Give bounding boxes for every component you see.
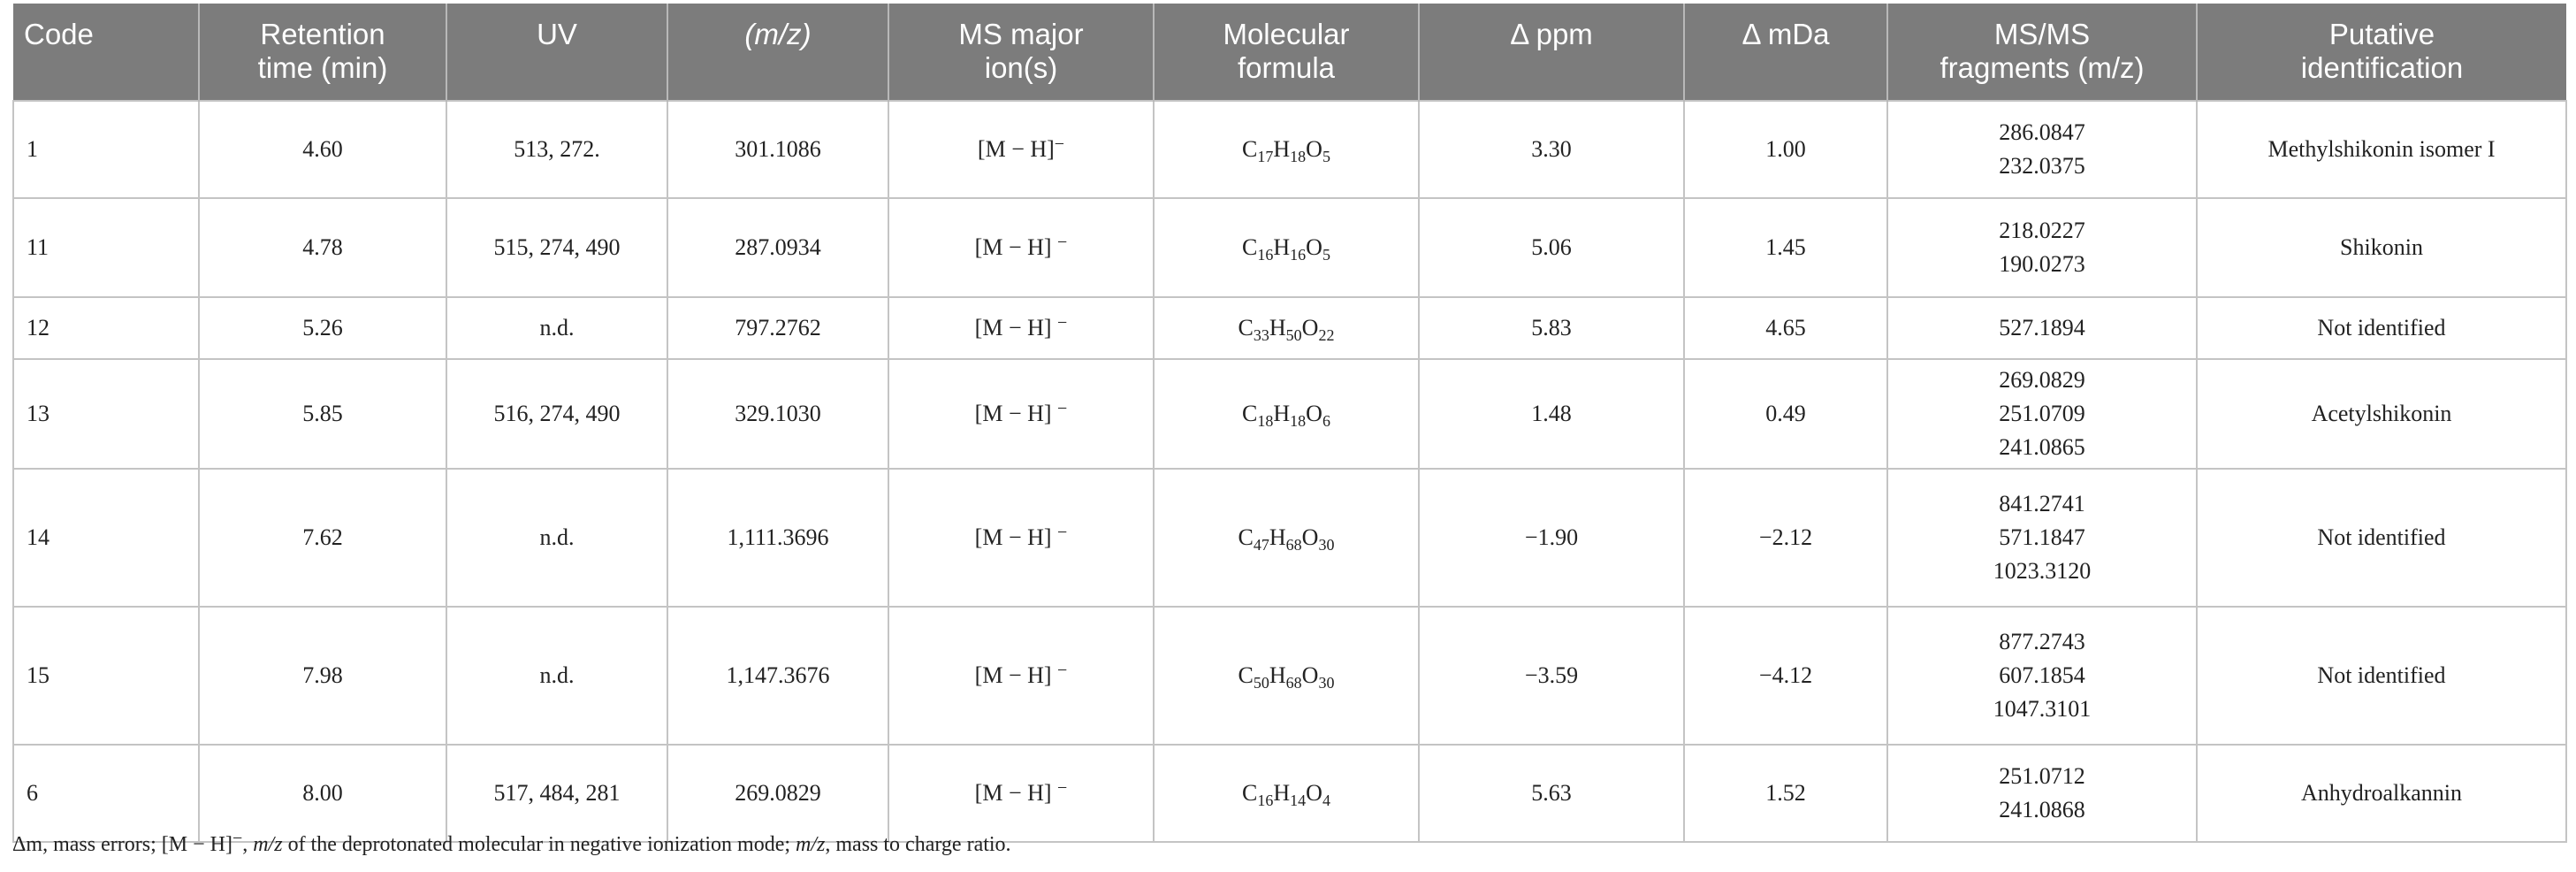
cell-code-text: 11 [27,234,50,260]
cell-delta-ppm [1419,297,1684,359]
header-label [1510,18,1593,51]
header-label [1223,18,1349,85]
header-line1: (m/z) [744,18,812,50]
cell-putative-identification [2197,101,2566,198]
table-row [13,745,2566,842]
formula-count: 68 [1285,674,1302,692]
cell-retention-time [199,101,446,198]
cell-uv [446,607,667,745]
cell-uv [446,359,667,469]
fragment-value: 269.0829 [1999,367,2085,393]
formula-element: H [1269,662,1286,688]
cell-delta-mda [1684,607,1887,745]
formula-element: H [1269,524,1286,550]
formula-element: O [1306,136,1322,162]
cell-putative-identification-text: Not identified [2317,524,2446,550]
ion-text: [M − H] [974,315,1058,340]
cell-msms-fragments [1887,607,2197,745]
cell-uv [446,101,667,198]
ion-charge: − [1057,313,1068,333]
header-msms-fragments [1887,4,2197,101]
fragment-value: 232.0375 [1999,153,2085,179]
cell-ms-major-ions [888,469,1154,607]
cell-code-text: 15 [27,662,50,688]
table-footnote [12,829,1011,857]
cell-mz-text: 1,147.3676 [726,662,830,688]
formula-count: 6 [1322,412,1330,430]
cell-putative-identification [2197,745,2566,842]
cell-mz [667,359,888,469]
formula-element: O [1306,780,1322,806]
ion-text: [M − H] [974,780,1058,806]
cell-molecular-formula [1154,469,1419,607]
table-row [13,359,2566,469]
formula-count: 47 [1253,536,1269,554]
cell-msms-fragments [1887,101,2197,198]
formula-count: 18 [1290,412,1307,430]
cell-ms-major-ions [888,607,1154,745]
table-row [13,297,2566,359]
cell-delta-mda-text: 1.45 [1765,234,1806,260]
cell-code [13,607,199,745]
formula-element: O [1306,401,1322,426]
cell-uv-text: n.d. [539,524,575,550]
table-body [13,101,2566,842]
cell-uv-text: 516, 274, 490 [493,401,621,426]
header-line1: Putative [2328,18,2435,50]
table-row [13,469,2566,607]
cell-delta-ppm-text: −1.90 [1524,524,1579,550]
ion-charge: − [1057,661,1068,680]
formula-count: 17 [1257,148,1274,165]
ion-text: [M − H] [974,234,1058,260]
header-line1: Molecular [1223,18,1350,50]
ion-text: [M − H] [974,524,1058,550]
formula-element: C [1242,234,1258,260]
formula-count: 18 [1257,412,1274,430]
fragment-value: 286.0847 [1999,119,2085,145]
ion-text: [M − H] [974,401,1058,426]
header-label [1940,18,2144,85]
data-table-container [12,4,2565,843]
header-label [744,18,811,51]
cell-mz-text: 287.0934 [735,234,821,260]
table-row [13,607,2566,745]
header-delta-mda [1684,4,1887,101]
cell-mz-text: 301.1086 [735,136,821,162]
cell-retention-time-text: 8.00 [302,780,343,806]
formula-count: 30 [1318,536,1335,554]
fragment-value: 241.0868 [1999,797,2085,822]
header-label [258,18,388,85]
formula-count: 33 [1253,326,1269,344]
formula-element: C [1238,524,1254,550]
cell-delta-mda-text: 0.49 [1765,401,1806,426]
formula-element: O [1301,662,1319,688]
cell-putative-identification-text: Anhydroalkannin [2301,780,2462,806]
header-label [537,18,577,51]
cell-putative-identification [2197,607,2566,745]
cell-code-text: 13 [27,401,50,426]
formula-element: O [1301,315,1319,340]
cell-mz [667,745,888,842]
cell-retention-time-text: 4.78 [302,234,343,260]
cell-delta-ppm [1419,101,1684,198]
cell-delta-mda [1684,297,1887,359]
cell-retention-time-text: 7.62 [302,524,343,550]
cell-retention-time-text: 5.85 [302,401,343,426]
header-line2: time (min) [257,51,388,84]
cell-delta-mda [1684,745,1887,842]
cell-mz-text: 329.1030 [735,401,821,426]
formula-count: 16 [1257,246,1274,264]
cell-msms-fragments [1887,297,2197,359]
cell-putative-identification-text: Not identified [2317,315,2446,340]
cell-uv [446,469,667,607]
cell-delta-mda [1684,198,1887,297]
cell-code-text: 6 [27,780,38,806]
formula-element: H [1273,136,1291,162]
cell-uv-text: 517, 484, 281 [493,780,621,806]
header-label [24,18,94,51]
header-putative-identification [2197,4,2566,101]
formula-element: C [1238,662,1254,688]
cell-mz-text: 1,111.3696 [727,524,829,550]
cell-mz [667,198,888,297]
fragment-value: 1047.3101 [1993,696,2092,722]
fragment-value: 527.1894 [1999,315,2085,340]
formula-count: 18 [1290,148,1307,165]
cell-uv [446,745,667,842]
header-delta-ppm [1419,4,1684,101]
header-line2: identification [2300,51,2464,84]
fragment-value: 190.0273 [1999,251,2085,277]
formula-count: 30 [1318,674,1335,692]
formula-count: 5 [1322,148,1330,165]
cell-retention-time [199,469,446,607]
header-label [1741,18,1829,51]
cell-molecular-formula [1154,359,1419,469]
ion-text: [M − H] [977,136,1055,162]
cell-code [13,359,199,469]
ion-charge: − [1057,778,1068,798]
cell-code-text: 1 [27,136,38,162]
cell-putative-identification [2197,359,2566,469]
cell-delta-ppm [1419,745,1684,842]
fragment-value: 1023.3120 [1993,558,2092,584]
formula-count: 50 [1253,674,1269,692]
table-row [13,198,2566,297]
cell-putative-identification-text: Shikonin [2340,234,2423,260]
header-molecular-formula [1154,4,1419,101]
formula-element: C [1238,315,1254,340]
cell-delta-ppm-text: 3.30 [1531,136,1572,162]
formula-count: 5 [1322,246,1330,264]
footnote-part2: , [242,833,254,856]
formula-element: H [1273,780,1291,806]
cell-delta-ppm [1419,469,1684,607]
header-label [958,18,1083,85]
header-ms-major-ions [888,4,1154,101]
ion-charge: − [1054,134,1065,154]
cell-uv [446,198,667,297]
formula-element: O [1306,234,1322,260]
header-code [13,4,199,101]
fragment-value: 571.1847 [1999,524,2085,550]
header-line1: Δ ppm [1510,18,1593,50]
formula-element: C [1242,136,1258,162]
cell-putative-identification [2197,469,2566,607]
table-row [13,101,2566,198]
cell-molecular-formula [1154,198,1419,297]
formula-count: 16 [1257,792,1274,809]
cell-delta-mda-text: 4.65 [1765,315,1806,340]
cell-uv-text: n.d. [539,662,575,688]
cell-putative-identification-text: Methylshikonin isomer I [2267,136,2496,162]
cell-retention-time [199,745,446,842]
cell-code [13,297,199,359]
cell-molecular-formula [1154,745,1419,842]
cell-delta-mda [1684,469,1887,607]
cell-mz [667,297,888,359]
formula-element: H [1269,315,1286,340]
cell-retention-time-text: 7.98 [302,662,343,688]
formula-count: 14 [1290,792,1307,809]
cell-delta-mda-text: 1.52 [1765,780,1806,806]
cell-putative-identification [2197,198,2566,297]
cell-msms-fragments [1887,745,2197,842]
footnote-part3: of the deprotonated molecular in negative ionization mode; [282,833,796,856]
formula-element: C [1242,780,1258,806]
cell-delta-ppm-text: 5.83 [1531,315,1572,340]
cell-mz-text: 797.2762 [735,315,821,340]
cell-code-text: 14 [27,524,50,550]
cell-mz [667,101,888,198]
footnote-mz-2: m/z [796,833,826,856]
fragment-value: 251.0712 [1999,763,2085,789]
cell-mz-text: 269.0829 [735,780,821,806]
formula-count: 4 [1322,792,1330,809]
header-line2: formula [1237,51,1336,84]
cell-uv [446,297,667,359]
header-line1: MS major [958,18,1084,50]
header-line1: Code [24,18,94,50]
header-line1: UV [537,18,577,50]
data-table [12,4,2567,843]
cell-delta-mda-text: −2.12 [1758,524,1813,550]
cell-msms-fragments [1887,198,2197,297]
header-line1: Retention [260,18,385,50]
footnote-mz-1: m/z [253,833,283,856]
cell-code [13,745,199,842]
formula-count: 22 [1318,326,1335,344]
cell-uv-text: 515, 274, 490 [493,234,621,260]
cell-molecular-formula [1154,101,1419,198]
header-retention-time [199,4,446,101]
header-line2: fragments (m/z) [1940,51,2145,84]
cell-code [13,198,199,297]
ion-charge: − [1057,233,1068,252]
formula-element: O [1301,524,1319,550]
fragment-value: 218.0227 [1999,218,2085,243]
header-mz [667,4,888,101]
cell-delta-mda [1684,359,1887,469]
fragment-value: 251.0709 [1999,401,2085,426]
cell-putative-identification-text: Not identified [2317,662,2446,688]
fragment-value: 841.2741 [1999,491,2085,516]
cell-molecular-formula [1154,297,1419,359]
cell-ms-major-ions [888,745,1154,842]
cell-msms-fragments [1887,469,2197,607]
cell-uv-text: 513, 272. [514,136,600,162]
header-line1: Δ mDa [1741,18,1830,50]
cell-retention-time [199,297,446,359]
footnote-part4: , mass to charge ratio. [825,833,1011,856]
formula-element: C [1242,401,1258,426]
cell-delta-mda [1684,101,1887,198]
ion-text: [M − H] [974,662,1058,688]
fragment-value: 877.2743 [1999,629,2085,654]
formula-count: 16 [1290,246,1307,264]
cell-retention-time-text: 5.26 [302,315,343,340]
footnote-part1: Δm, mass errors; [M − H] [12,833,232,856]
cell-delta-ppm-text: 1.48 [1531,401,1572,426]
cell-delta-ppm-text: 5.06 [1531,234,1572,260]
header-line1: MS/MS [1993,18,2091,50]
header-label [2301,18,2463,85]
header-line2: ion(s) [984,51,1058,84]
cell-putative-identification [2197,297,2566,359]
cell-mz [667,607,888,745]
cell-uv-text: n.d. [539,315,575,340]
formula-element: H [1273,401,1291,426]
cell-delta-ppm [1419,607,1684,745]
cell-ms-major-ions [888,198,1154,297]
formula-count: 50 [1285,326,1302,344]
cell-msms-fragments [1887,359,2197,469]
cell-retention-time-text: 4.60 [302,136,343,162]
cell-code-text: 12 [27,315,50,340]
cell-code [13,469,199,607]
cell-molecular-formula [1154,607,1419,745]
cell-code [13,101,199,198]
cell-retention-time [199,198,446,297]
cell-putative-identification-text: Acetylshikonin [2311,401,2452,426]
formula-count: 68 [1285,536,1302,554]
footnote-sup: − [232,829,243,848]
cell-ms-major-ions [888,359,1154,469]
cell-mz [667,469,888,607]
cell-ms-major-ions [888,297,1154,359]
formula-element: H [1273,234,1291,260]
cell-delta-ppm [1419,359,1684,469]
cell-delta-ppm-text: 5.63 [1531,780,1572,806]
table-header-row [13,4,2566,101]
cell-delta-ppm [1419,198,1684,297]
header-uv [446,4,667,101]
fragment-value: 607.1854 [1999,662,2085,688]
cell-retention-time [199,607,446,745]
fragment-value: 241.0865 [1999,434,2085,460]
cell-delta-mda-text: −4.12 [1758,662,1813,688]
ion-charge: − [1057,523,1068,542]
cell-delta-mda-text: 1.00 [1765,136,1806,162]
cell-retention-time [199,359,446,469]
cell-ms-major-ions [888,101,1154,198]
ion-charge: − [1057,399,1068,418]
cell-delta-ppm-text: −3.59 [1524,662,1579,688]
